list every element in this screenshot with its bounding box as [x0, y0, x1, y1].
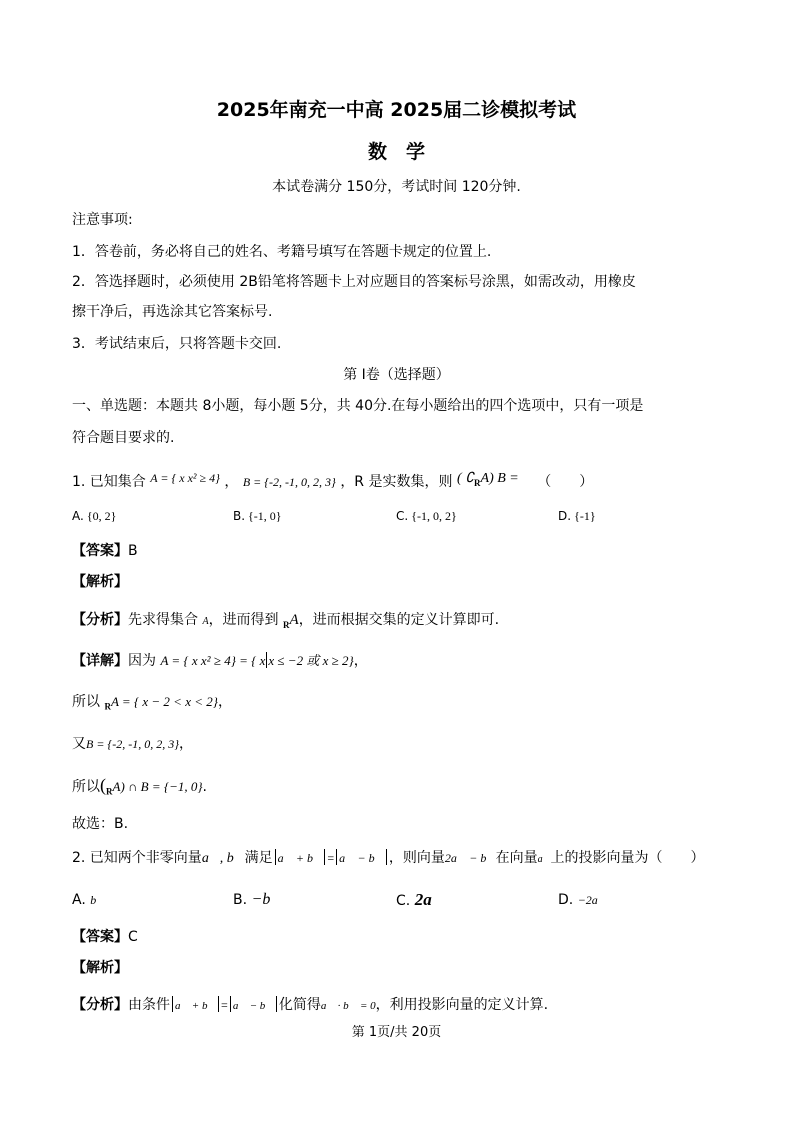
q1-set-a: A = { x x² ≥ 4} — [150, 471, 220, 485]
option-value: 2a⃗ — [414, 890, 445, 909]
option-value: {-1, 0, 2} — [411, 509, 457, 523]
exam-info: 本试卷满分 150分，考试时间 120分钟. — [272, 179, 521, 195]
q1-also: 又B = {-2, -1, 0, 2, 3}， — [72, 736, 194, 752]
notice-item-1: 1．答卷前，务必将自己的姓名、考籍号填写在答题卡规定的位置上. — [72, 244, 492, 260]
q1-option-b[interactable] — [233, 506, 282, 526]
section-desc-line-2: 符合题目要求的. — [72, 430, 175, 446]
page-title: 2025年南充一中高 2025届二诊模拟考试 — [216, 99, 577, 121]
option-label: A. — [72, 509, 84, 523]
option-value: {0, 2} — [86, 509, 117, 523]
q2-option-c[interactable] — [396, 890, 445, 911]
q1-sep: ， — [224, 474, 239, 490]
option-label: C. — [396, 509, 409, 523]
q2-option-a[interactable] — [72, 890, 106, 910]
q2-analysis: 【分析】由条件 a⃗ + b⃗ = a⃗ − b⃗ 化简得a⃗ · b⃗ = 0，利用投影向量的定义计算. — [72, 997, 549, 1013]
q1-prefix: 1. 已知集合 — [72, 474, 146, 490]
option-label: A. — [72, 892, 86, 908]
option-value: {-1, 0} — [248, 509, 282, 523]
option-value: {-1} — [574, 509, 596, 523]
q1-expr: ( $∁_RA$) B = — [456, 471, 519, 488]
option-label: B. — [233, 509, 246, 523]
q2-jiexi: 【解析】 — [72, 960, 128, 976]
q1-analysis: 【分析】先求得集合 A，进而得到 $_R$A，进而根据交集的定义计算即可. — [72, 612, 500, 630]
option-value: −b⃗ — [251, 891, 283, 908]
q2-option-b[interactable] — [233, 890, 283, 910]
q1-detail: 【详解】因为 A = { x x² ≥ 4} = { x x ≤ −2 或 x ≥ 2}， — [72, 653, 368, 669]
q1-paren: （ ） — [537, 474, 594, 490]
q2-vectors: a⃗, b⃗ — [201, 851, 245, 866]
option-label: D. — [558, 892, 574, 908]
q2-option-d[interactable] — [558, 890, 607, 910]
section-title: 第 I卷（选择题） — [343, 367, 450, 383]
q1-suffix: ，R 是实数集，则 — [340, 474, 453, 490]
q1-so-1: 所以 $_R$A = { x − 2 < x < 2}， — [72, 694, 232, 712]
option-label: B. — [233, 892, 248, 908]
q1-option-d[interactable] — [558, 506, 596, 526]
notice-item-2-line-1: 2．答选择题时，必须使用 2B铅笔将答题卡上对应题目的答案标号涂黑，如需改动，用橡皮 — [72, 274, 636, 290]
question-2-stem: 2. 已知两个非零向量a⃗, b⃗满足 a⃗ + b⃗ = a⃗ − b⃗ ，则向量2a⃗ − b⃗在向量a⃗上的投影向量为（ ） — [72, 850, 705, 866]
q1-jiexi: 【解析】 — [72, 574, 128, 590]
question-1-stem — [72, 468, 593, 493]
option-value: b⃗ — [90, 893, 106, 907]
q1-answer: 【答案】B — [72, 543, 138, 559]
section-desc-line-1: 一、单选题：本题共 8小题，每小题 5分，共 40分.在每小题给出的四个选项中，只有一项是 — [72, 398, 644, 414]
page-footer: 第 1页/共 20页 — [351, 1025, 442, 1040]
q1-choice: 故选：B. — [72, 816, 129, 832]
q2-answer: 【答案】C — [72, 929, 138, 945]
q1-option-a[interactable] — [72, 506, 116, 526]
option-value: −2a⃗ — [577, 893, 608, 907]
notice-item-3: 3．考试结束后，只将答题卡交回. — [72, 336, 282, 352]
option-label: D. — [558, 509, 572, 523]
q1-so-2: 所以$(_RA)$ ∩ B = {−1, 0}. — [72, 775, 207, 797]
option-label: C. — [396, 893, 411, 909]
q1-set-b: B = {-2, -1, 0, 2, 3} — [242, 475, 336, 489]
notice-item-2-line-2: 擦干净后，再选涂其它答案标号. — [72, 304, 273, 320]
notice-heading: 注意事项: — [72, 212, 133, 228]
subject-title: 数 学 — [367, 141, 425, 163]
q1-option-c[interactable] — [396, 506, 457, 526]
